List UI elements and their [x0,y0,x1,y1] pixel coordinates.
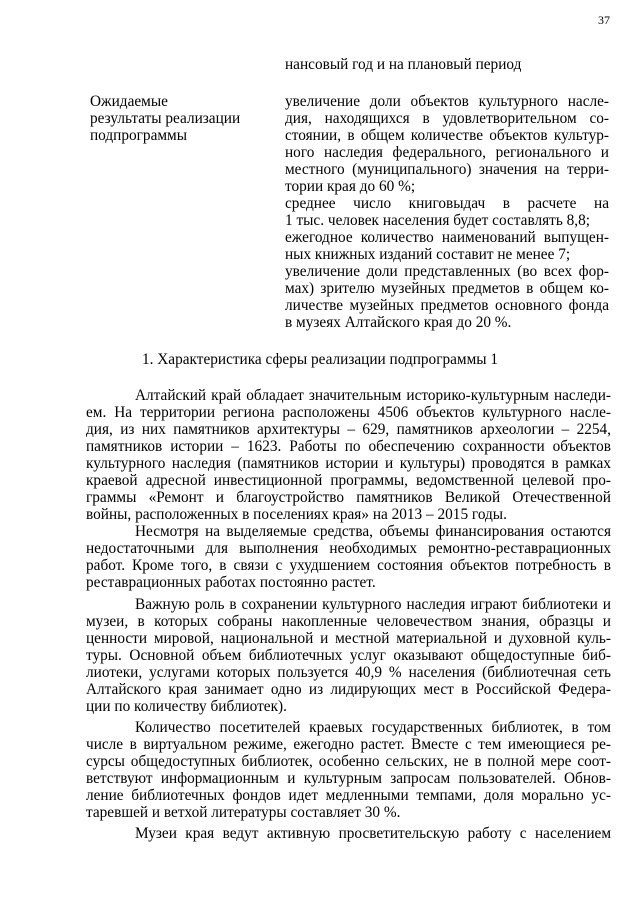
body-line: Важную роль в сохранении культурного наследия играют библиотеки и [135,596,611,613]
body-line: ление библиотечных фондов идет медленными темпами, доля морально ус- [86,787,611,804]
body-line: ем. На территории региона расположены 4506 объектов культурного насле- [86,404,611,421]
table-result-line: мах) зрителю музейных предметов в общем ко- [285,280,609,297]
body-line: Алтайский край обладает значительным историко-культурным наследи- [135,387,611,404]
body-line: дия, из них памятников архитектуры – 629, памятников археологии – 2254, [86,421,611,438]
body-line: ветствуют информационным и культурным запросам пользователей. Обнов- [86,770,611,787]
body-line: реставрационных работах постоянно растет. [86,574,376,591]
table-result-line: тории края до 60 %; [285,178,416,195]
body-line: граммы «Ремонт и благоустройство памятников Великой Отечественной [86,489,611,506]
table-result-line: ных книжных изданий составит не менее 7; [285,246,571,263]
table-result-line: в музеях Алтайского края до 20 %. [285,314,512,331]
body-line: лиотеки, услугами которых пользуется 40,9 % населения (библиотечная сеть [86,664,611,681]
table-label-line: результаты реализации [90,110,241,127]
body-line: музеи, в которых собраны накопленные человечеством знания, образцы и [86,613,611,630]
table-result-line: увеличение доли объектов культурного насле- [285,93,609,110]
body-line: сурсы общедоступных библиотек, особенно сельских, не в полной мере соот- [86,753,611,770]
table-result-line: ного наследия федерального, регионального и [285,144,609,161]
table-result-line: местного (муниципального) значения на терри- [285,161,609,178]
table-label-line: Ожидаемые [90,93,168,110]
body-line: краевой адресной инвестиционной программы, ведомственной целевой про- [86,472,611,489]
body-line: Музеи края ведут активную просветительскую работу с населением [135,825,611,842]
body-line: ценности мировой, национальной и местной материальной и духовной куль- [86,630,611,647]
body-line: Несмотря на выделяемые средства, объемы финансирования остаются [135,523,611,540]
section-heading: 1. Характеристика сферы реализации подпрограммы 1 [141,351,499,368]
body-line: числе в виртуальном режиме, ежегодно растет. Вместе с тем имеющиеся ре- [86,736,611,753]
body-line: ции по количеству библиотек). [86,698,287,715]
body-line: недостаточными для выполнения необходимых ремонтно-реставрационных [86,540,611,557]
table-result-line: личестве музейных предметов основного фонда [285,297,609,314]
body-line: памятников истории – 1623. Работы по обеспечению сохранности объектов [86,438,611,455]
table-result-line: среднее число книговыдач в расчете на [285,195,609,212]
body-line: культурного наследия (памятников истории и культуры) проводятся в рамках [86,455,611,472]
table-result-line: увеличение доли представленных (во всех фор- [285,263,609,280]
table-result-line: стоянии, в общем количестве объектов культур- [285,127,609,144]
body-line: войны, расположенных в поселениях края» на 2013 – 2015 годы. [86,506,507,523]
table-result-line: 1 тыс. человек населения будет составлять 8,8; [285,212,590,229]
body-line: туры. Основной объем библиотечных услуг оказывают общедоступные биб- [86,647,611,664]
page-number: 37 [598,13,610,27]
table-continuation: нансовый год и на плановый период [285,56,522,73]
table-result-line: ежегодное количество наименований выпущен- [285,229,609,246]
body-line: Количество посетителей краевых государственных библиотек, в том [135,719,611,736]
body-line: Алтайского края занимает одно из лидирующих мест в Российской Федера- [86,681,611,698]
table-result-line: дия, находящихся в удовлетворительном со- [285,110,609,127]
body-line: таревшей и ветхой литературы составляет 30 %. [86,804,401,821]
body-line: работ. Кроме того, в связи с ухудшением состояния объектов потребность в [86,557,611,574]
table-label-line: подпрограммы [90,127,188,144]
